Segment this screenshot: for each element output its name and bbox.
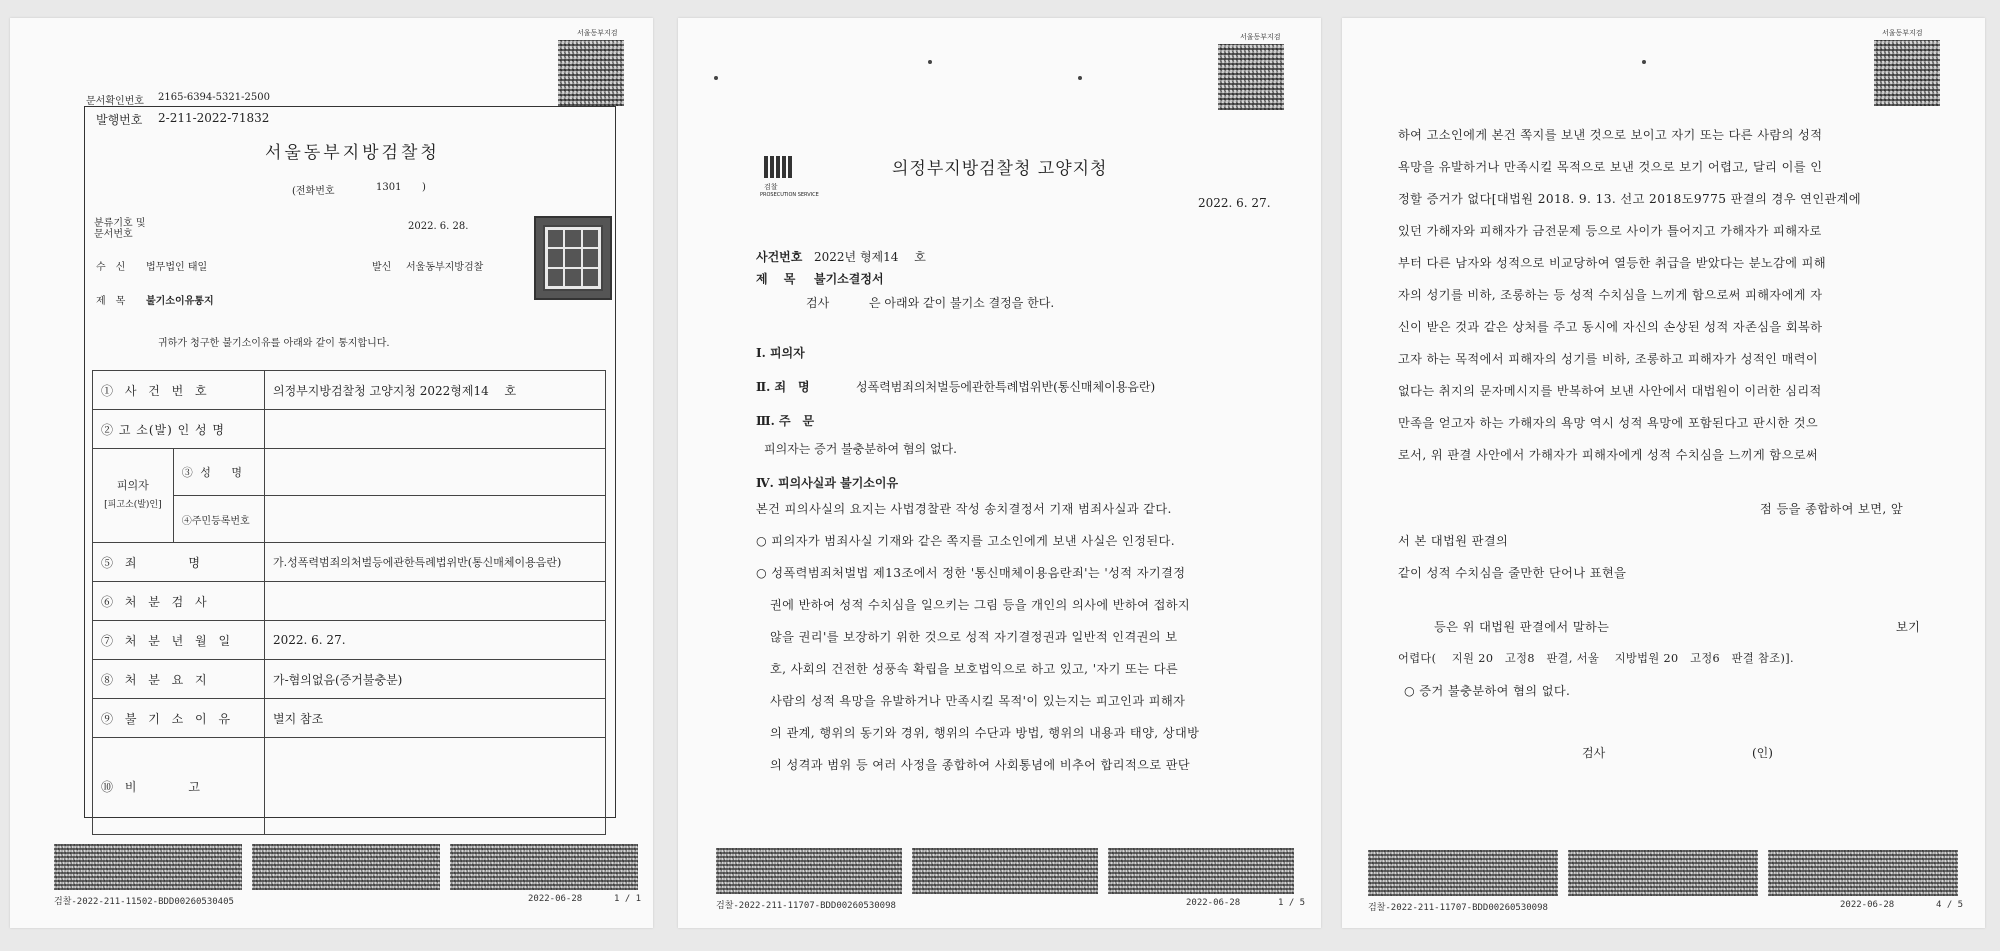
footer-page: 1 / 5 [1278,898,1306,908]
table-row [93,738,606,835]
reason-label: ⑨ 불 기 소 이 유 [93,699,265,738]
scan-speck [714,76,718,80]
qr-label: 서울동부지검 [1240,33,1281,41]
body-line: 정할 증거가 없다[대법원 2018. 9. 13. 선고 2018도9775 판결의 경우 연인관계에 [1398,192,1862,206]
scan-speck [1078,76,1082,80]
decision-page-4 [1342,18,1985,928]
doc-number-label: 문서번호 [94,229,133,240]
subject: 불기소결정서 [814,272,884,286]
remarks-label: ⑩ 비 고 [93,738,265,835]
table-row [93,621,606,660]
table-row [93,449,606,496]
barcode [1768,850,1958,896]
body-line: 없다는 취지의 문자메시지를 반복하여 보낸 사안에서 대법원이 이러한 심리적 [1398,384,1822,398]
office-title: 의정부지방검찰청 고양지청 [892,159,1108,179]
body-line: 부터 다른 남자와 성적으로 비교당하여 열등한 취급을 받았다는 분노감에 피해 [1398,256,1827,270]
section-crime-label: Ⅱ. 죄 명 [756,380,810,394]
footer-code: 검찰-2022-211-11502-BDD00260530405 [54,897,234,907]
body-line: 신이 받은 것과 같은 상처를 주고 동시에 자신의 손상된 성적 자존심을 회복하 [1398,320,1823,334]
body-line: 점 등을 종합하여 보면, 앞 [1760,502,1904,516]
conclusion-line: ○ 증거 불충분하여 혐의 없다. [1404,684,1571,698]
order-text: 피의자는 증거 불충분하여 혐의 없다. [764,442,957,456]
recipient-label: 수 신 [96,262,126,273]
seal-mark: (인) [1752,746,1773,760]
barcode [716,848,902,894]
intro-text: 귀하가 청구한 불기소이유를 아래와 같이 통지합니다. [158,338,390,349]
phone-label: (전화번호 [292,186,335,197]
sender-label: 발신 [372,262,392,273]
qr-code-image [1874,40,1940,106]
body-line: 고자 하는 목적에서 피해자의 성기를 비하, 조롱하고 피해자가 성적인 매력이 [1398,352,1819,366]
qr-code-image [1218,44,1284,110]
section-order: Ⅲ. 주 문 [756,414,815,428]
table-row [93,660,606,699]
case-number: 2022년 형제14 호 [814,250,926,264]
case-no-label: ① 사 건 번 호 [93,371,265,410]
table-row [93,543,606,582]
barcode [912,848,1098,894]
name-value [265,449,606,496]
barcode [54,844,242,890]
disposal-gist-value: 가-혐의없음(증거불충분) [265,660,606,699]
prosecutor-value [265,582,606,621]
body-line: 의 성격과 범위 등 여러 사정을 종합하여 사회통념에 비추어 합리적으로 판단 [770,758,1191,772]
decision-text: 검사 은 아래와 같이 불기소 결정을 한다. [806,296,1055,310]
phone-close: ) [422,182,426,193]
notice-date: 2022. 6. 28. [408,221,469,232]
reg-no-label: ④주민등록번호 [173,496,264,543]
scan-speck [928,60,932,64]
recipient: 법무법인 태일 [146,262,208,273]
table-row [93,410,606,449]
phone-number: 1301 [376,182,402,193]
footer-code: 검찰-2022-211-11707-BDD00260530098 [716,901,896,911]
body-line: 자의 성기를 비하, 조롱하는 등 성적 수치심을 느끼게 함으로써 피해자에게 자 [1398,288,1823,302]
reason-value: 별지 참조 [265,699,606,738]
notice-page [10,18,653,928]
body-line: 서 본 대법원 판결의 [1398,534,1509,548]
qr-label: 서울동부지검 [577,29,618,37]
issue-number: 2-211-2022-71832 [158,111,270,125]
crime-value: 가.성폭력범죄의처벌등에관한특례법위반(통신매체이용음란) [265,543,606,582]
notice-table [92,370,606,835]
doc-check-number: 2165-6394-5321-2500 [158,92,270,103]
barcode [1368,850,1558,896]
body-line: 욕망을 유발하거나 만족시킬 목적으로 보낸 것으로 보기 어렵고, 달리 이를 인 [1398,160,1823,174]
subject: 불기소이유통지 [146,296,214,307]
case-no-value: 의정부지방검찰청 고양지청 2022형제14 호 [265,371,606,410]
barcode-strip [716,848,1294,894]
official-seal [534,216,612,300]
qr-code-image [558,40,624,106]
suspect-group-label: 피의자 [피고소(발)인] [93,449,174,543]
logo-subtitle: PROSECUTION SERVICE [760,192,819,198]
barcode-strip [54,844,638,890]
classification-label: 분류기호 및 [94,218,146,229]
table-row [93,371,606,410]
complainant-value [265,410,606,449]
body-line: 사람의 성적 욕망을 유발하거나 만족시킬 목적'이 있는지는 피고인과 피해자 [770,694,1186,708]
footer-code: 검찰-2022-211-11707-BDD00260530098 [1368,903,1548,913]
barcode [252,844,440,890]
prosecutor-label: 검사 [1582,746,1606,760]
body-line: 만족을 얻고자 하는 가해자의 욕망 역시 성적 욕망에 포함된다고 판시한 것으 [1398,416,1819,430]
body-line: 의 관계, 행위의 동기와 경위, 행위의 수단과 방법, 행위의 내용과 태양, 상대방 [770,726,1200,740]
body-line: 어렵다( 지원 20 고정8 판결, 서울 지방법원 20 고정6 판결 참조)]. [1398,652,1794,665]
barcode-strip [1368,850,1958,896]
body-line: ○ 성폭력범죄처벌법 제13조에서 정한 '통신매체이용음란죄'는 '성적 자기결정 [756,566,1186,580]
reg-no-value [265,496,606,543]
barcode [1568,850,1758,896]
subject-label: 제 목 [96,296,126,307]
body-line: 있던 가해자와 피해자가 금전문제 등으로 사이가 틀어지고 가해자가 피해자로 [1398,224,1822,238]
subject-label: 제 목 [756,272,796,286]
body-line: ○ 피의자가 범죄사실 기재와 같은 쪽지를 고소인에게 보낸 사실은 인정된다. [756,534,1175,548]
body-line: 권에 반하여 성적 수치심을 일으키는 그림 등을 개인의 의사에 반하여 접하지 [770,598,1191,612]
doc-check-label: 문서확인번호 [86,96,144,107]
disposal-date-value: 2022. 6. 27. [265,621,606,660]
table-row [93,699,606,738]
footer-date: 2022-06-28 [528,894,583,904]
barcode [1108,848,1294,894]
scan-speck [1642,60,1646,64]
logo-text: 검찰 [764,183,778,191]
footer-date: 2022-06-28 [1186,898,1241,908]
section-facts: Ⅳ. 피의사실과 불기소이유 [756,476,899,490]
body-line: 호, 사회의 건전한 성풍속 확립을 보호법익으로 하고 있고, '자기 또는 다른 [770,662,1179,676]
body-line: 본건 피의사실의 요지는 사법경찰관 작성 송치결정서 기재 범죄사실과 같다. [756,502,1172,516]
decision-date: 2022. 6. 27. [1198,196,1271,210]
table-row [93,582,606,621]
case-label: 사건번호 [756,250,803,264]
office-title: 서울동부지방검찰청 [265,143,440,163]
body-line: 등은 위 대법원 판결에서 말하는 [1434,620,1610,634]
body-line: 같이 성적 수치심을 줄만한 단어나 표현을 [1398,566,1627,580]
body-line: 하여 고소인에게 본건 쪽지를 보낸 것으로 보이고 자기 또는 다른 사람의 성적 [1398,128,1823,142]
name-label: ③ 성 명 [173,449,264,496]
body-line: 않을 권리'를 보장하기 위한 것으로 성적 자기결정권과 일반적 인격권의 보 [770,630,1178,644]
decision-page [678,18,1321,928]
remarks-value [265,738,606,835]
prosecutor-label: ⑥ 처 분 검 사 [93,582,265,621]
footer-page: 1 / 1 [614,894,642,904]
complainant-label: ② 고 소(발) 인 성 명 [93,410,265,449]
sender: 서울동부지방검찰 [406,262,484,273]
issue-label: 발행번호 [96,113,143,127]
body-line: 로서, 위 판결 사안에서 가해자가 피해자에게 성적 수치심을 느끼게 함으로써 [1398,448,1819,462]
footer-date: 2022-06-28 [1840,900,1895,910]
barcode [450,844,638,890]
disposal-gist-label: ⑧ 처 분 요 지 [93,660,265,699]
body-line: 보기 [1896,620,1921,634]
footer-page: 4 / 5 [1936,900,1964,910]
qr-label: 서울동부지검 [1882,29,1923,37]
section-suspect: Ⅰ. 피의자 [756,346,805,360]
disposal-date-label: ⑦ 처 분 년 월 일 [93,621,265,660]
crime-label: ⑤ 죄 명 [93,543,265,582]
section-crime-text: 성폭력범죄의처벌등에관한특례법위반(통신매체이용음란) [856,380,1156,394]
